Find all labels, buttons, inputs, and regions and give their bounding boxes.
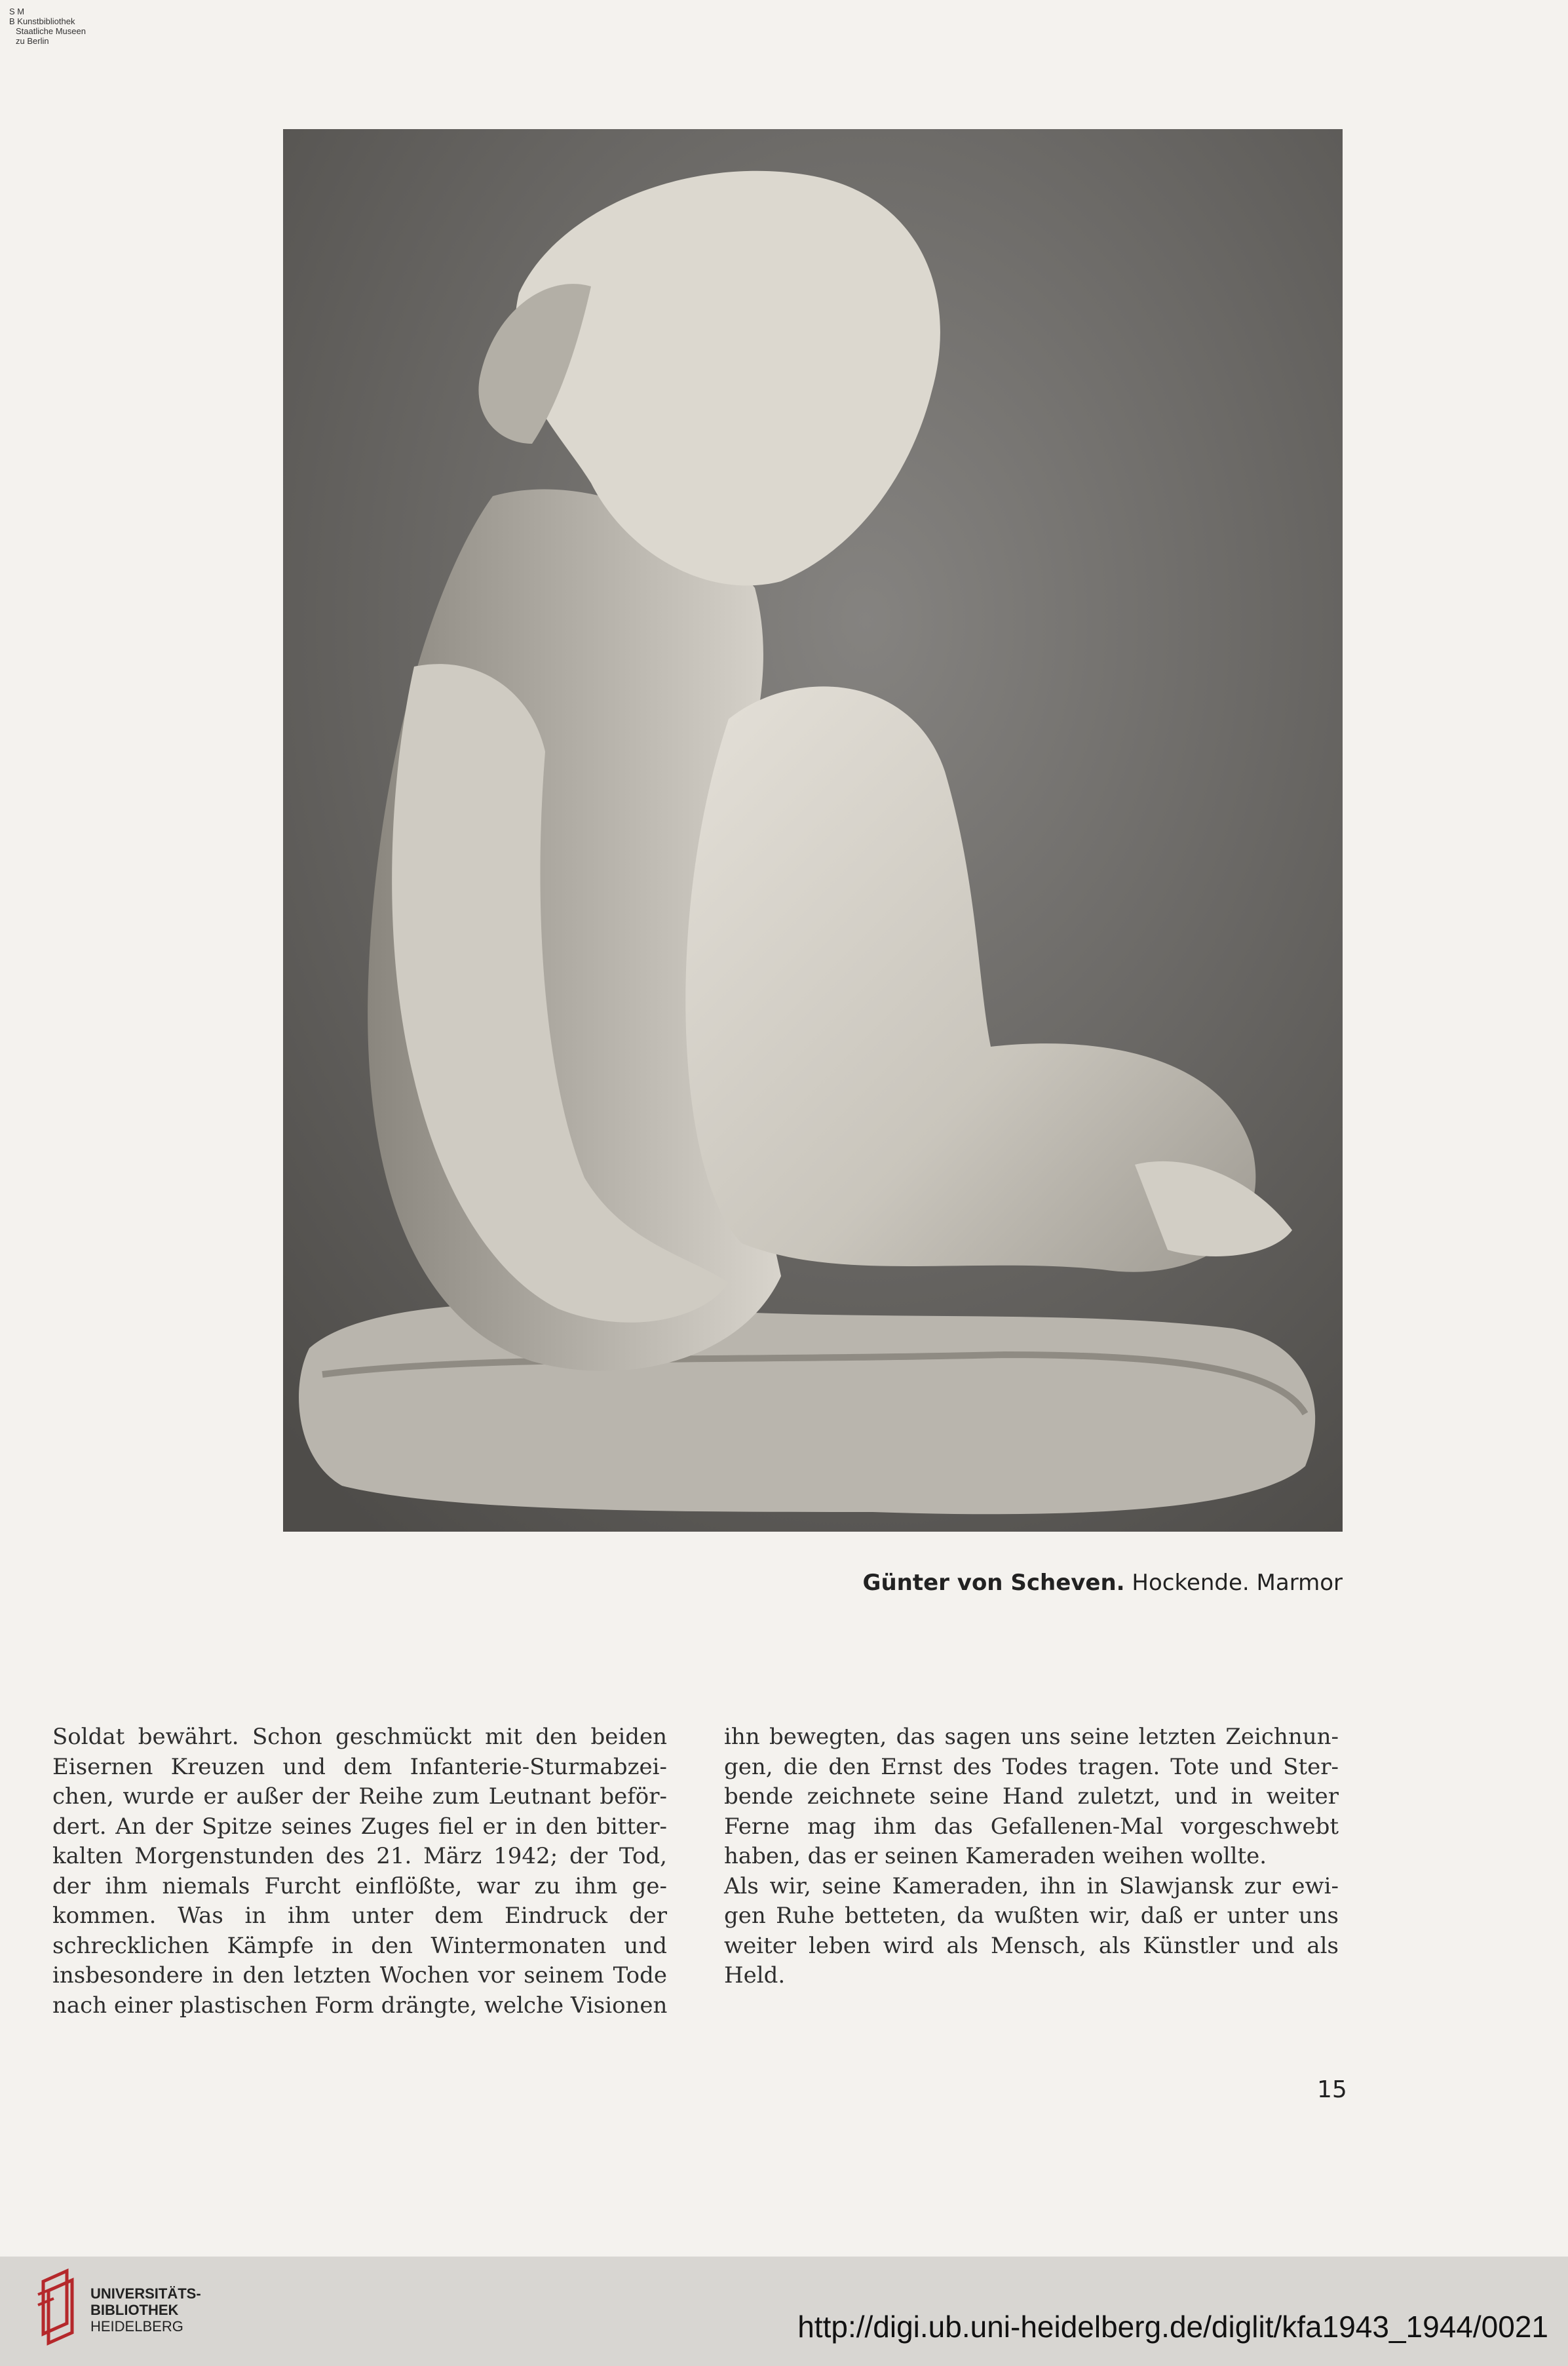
text-column-right <box>724 1722 1339 1991</box>
caption-title: Hockende. Marmor <box>1132 1570 1343 1596</box>
text-line: gen, die den Ernst des Todes tragen. Tote und Ster- <box>724 1753 1339 1780</box>
text-line: Soldat bewährt. Schon geschmückt mit den beiden <box>52 1724 667 1750</box>
stamp-line: S M <box>9 7 25 16</box>
text-line: insbesondere in den letzten Wochen vor seinem Tode <box>52 1962 667 1988</box>
logo-line: HEIDELBERG <box>90 2318 183 2335</box>
text-line: der ihm niemals Furcht einflößte, war zu ihm ge- <box>52 1872 667 1899</box>
text-line: Als wir, seine Kameraden, ihn in Slawjansk zur ewi- <box>724 1872 1339 1899</box>
university-library-logo-icon[interactable] <box>34 2268 80 2346</box>
text-line: kalten Morgenstunden des 21. März 1942; der Tod, <box>52 1843 667 1869</box>
text-line: Held. <box>724 1962 786 1988</box>
text-line: ihn bewegten, das sagen uns seine letzten Zeichnun- <box>724 1724 1339 1750</box>
page-number: 15 <box>1317 2076 1347 2103</box>
library-footer <box>0 2257 1568 2366</box>
stamp-line: B Kunstbibliothek <box>9 16 75 26</box>
text-line: chen, wurde er außer der Reihe zum Leutnant beför- <box>52 1783 667 1810</box>
text-line: gen Ruhe betteten, da wußten wir, daß er unter uns <box>724 1903 1339 1929</box>
figure-caption <box>863 1570 1343 1596</box>
sculpture-photo <box>283 129 1343 1532</box>
caption-artist: Günter von Scheven. <box>862 1570 1125 1596</box>
sculpture-photograph-icon <box>283 129 1343 1532</box>
text-line: bende zeichnete seine Hand zuletzt, und in weiter <box>724 1783 1339 1810</box>
logo-line: UNIVERSITÄTS- <box>90 2285 201 2302</box>
text-line: kommen. Was in ihm unter dem Eindruck der <box>52 1903 667 1929</box>
text-line: Eisernen Kreuzen und dem Infanterie-Sturmabzei- <box>52 1753 667 1780</box>
document-url-link[interactable]: http://digi.ub.uni-heidelberg.de/diglit/kfa1943_1944/0021 <box>797 2310 1548 2344</box>
stamp-line: zu Berlin <box>16 36 49 46</box>
stamp-line: Staatliche Museen <box>16 26 86 36</box>
text-line: Ferne mag ihm das Gefallenen-Mal vorgeschwebt <box>724 1813 1339 1840</box>
text-line: haben, das er seinen Kameraden weihen wollte. <box>724 1843 1267 1869</box>
text-line: nach einer plastischen Form drängte, welche Visionen <box>52 1992 668 2019</box>
library-stamp <box>9 7 114 46</box>
logo-line: BIBLIOTHEK <box>90 2302 179 2318</box>
text-line: dert. An der Spitze seines Zuges fiel er in den bitter- <box>52 1813 667 1840</box>
text-column-left <box>52 1722 667 2021</box>
text-line: schrecklichen Kämpfe in den Wintermonaten und <box>52 1932 667 1959</box>
text-line: weiter leben wird als Mensch, als Künstler und als <box>724 1932 1339 1959</box>
library-logo-text[interactable] <box>90 2285 201 2335</box>
